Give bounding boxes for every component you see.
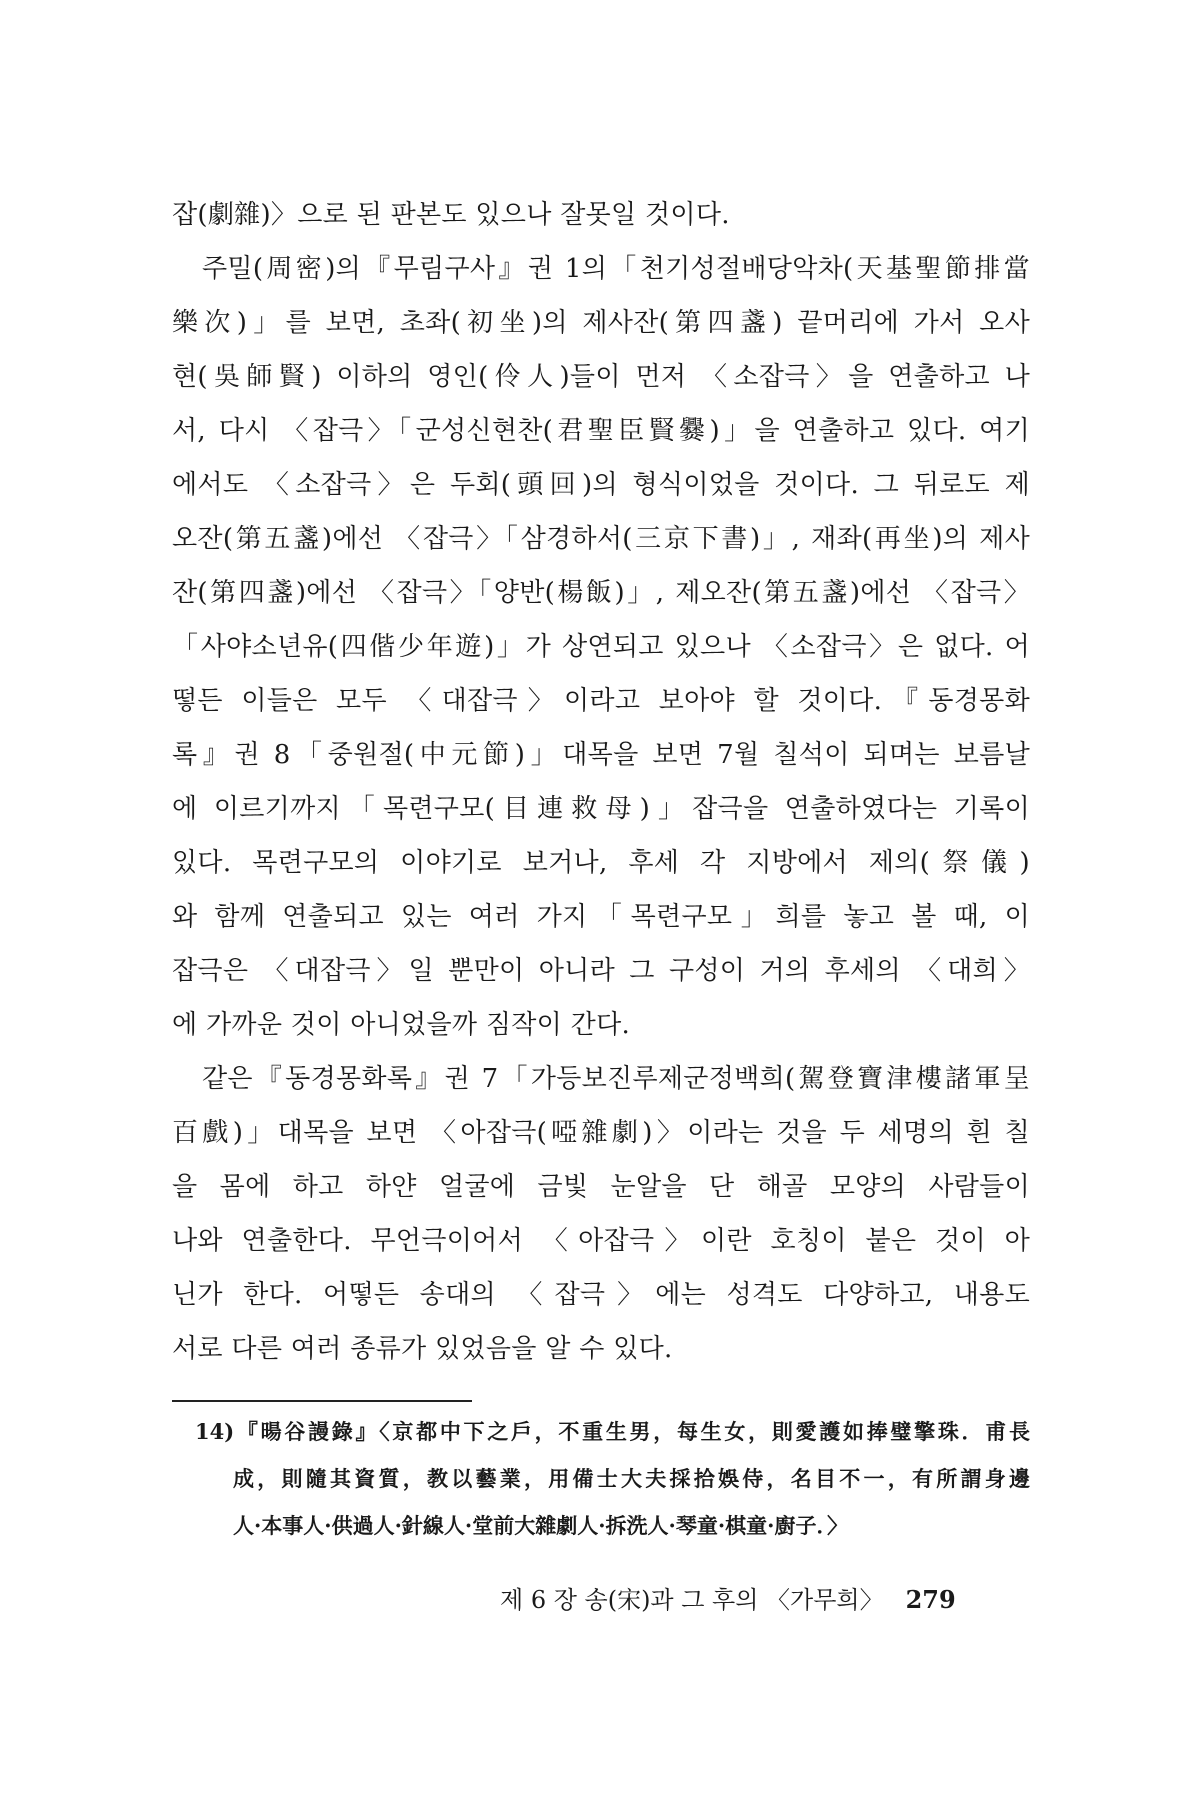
- footnote-line: 14)『暘谷謾錄』〈京都中下之戶，不重生男，每生女，則愛護如捧璧擎珠．甫長: [195, 1419, 1030, 1444]
- body-text: [172, 188, 1030, 1376]
- text-line: 을 몸에 하고 하얀 얼굴에 금빛 눈알을 단 해골 모양의 사람들이: [172, 1172, 1030, 1202]
- text-line: 서, 다시 〈잡극〉「군성신현찬(君聖臣賢爨)」을 연출하고 있다. 여기: [172, 416, 1030, 446]
- text-line: 에 이르기까지「목련구모(目連救母)」잡극을 연출하였다는 기록이: [172, 794, 1030, 824]
- text-line: 현(吳師賢) 이하의 영인(伶人)들이 먼저 〈소잡극〉을 연출하고 나: [172, 362, 1030, 392]
- footnote: [195, 1408, 1030, 1549]
- text-line: 에서도 〈소잡극〉은 두회(頭回)의 형식이었을 것이다. 그 뒤로도 제: [172, 470, 1030, 500]
- text-line: 百戲)」대목을 보면 〈아잡극(啞雜劇)〉이라는 것을 두 세명의 흰 칠: [172, 1118, 1030, 1148]
- footnote-line: 成，則隨其資質，教以藝業，用備士大夫採拾娛侍，名目不一，有所謂身邊: [233, 1466, 1030, 1491]
- text-line: 주밀(周密)의『무림구사』권 1의「천기성절배당악차(天基聖節排當: [202, 254, 1030, 284]
- text-line: 잡(劇雜)〉으로 된 판본도 있으나 잘못일 것이다.: [172, 200, 730, 230]
- text-line: 떻든 이들은 모두 〈대잡극〉이라고 보아야 할 것이다.『동경몽화: [172, 686, 1030, 716]
- footnote-divider: [172, 1400, 472, 1402]
- text-line: 「사야소년유(四偕少年遊)」가 상연되고 있으나 〈소잡극〉은 없다. 어: [172, 632, 1030, 662]
- text-line: 같은『동경몽화록』권 7「가등보진루제군정백희(駕登寶津樓諸軍呈: [202, 1064, 1030, 1094]
- text-line: 있다. 목련구모의 이야기로 보거나, 후세 각 지방에서 제의(祭儀): [172, 848, 1030, 878]
- text-line: 樂次)」를 보면, 초좌(初坐)의 제사잔(第四盞) 끝머리에 가서 오사: [172, 308, 1030, 338]
- text-line: 와 함께 연출되고 있는 여러 가지「목련구모」희를 놓고 볼 때, 이: [172, 902, 1030, 932]
- text-line: 잔(第四盞)에선 〈잡극〉「양반(楊飯)」, 제오잔(第五盞)에선 〈잡극〉: [172, 578, 1030, 608]
- text-line: 오잔(第五盞)에선 〈잡극〉「삼경하서(三京下書)」, 재좌(再坐)의 제사: [172, 524, 1030, 554]
- text-line: 에 가까운 것이 아니었을까 짐작이 간다.: [172, 1010, 631, 1040]
- text-line: 록』권 8「중원절(中元節)」대목을 보면 7월 칠석이 되며는 보름날: [172, 740, 1030, 770]
- text-line: 나와 연출한다. 무언극이어서 〈아잡극〉이란 호칭이 붙은 것이 아: [172, 1226, 1030, 1256]
- page-number: 279: [905, 1585, 956, 1614]
- text-line: 잡극은 〈대잡극〉일 뿐만이 아니라 그 구성이 거의 후세의 〈대희〉: [172, 956, 1030, 986]
- footnote-line: 人·本事人·供過人·針線人·堂前大雜劇人·拆洗人·琴童·棋童·廚子．〉: [233, 1513, 848, 1538]
- text-line: 닌가 한다. 어떻든 송대의 〈잡극〉에는 성격도 다양하고, 내용도: [172, 1280, 1030, 1310]
- running-footer: [500, 1580, 1000, 1620]
- chapter-title: 제 6 장 송(宋)과 그 후의 〈가무희〉: [500, 1586, 884, 1614]
- text-line: 서로 다른 여러 종류가 있었음을 알 수 있다.: [172, 1334, 673, 1364]
